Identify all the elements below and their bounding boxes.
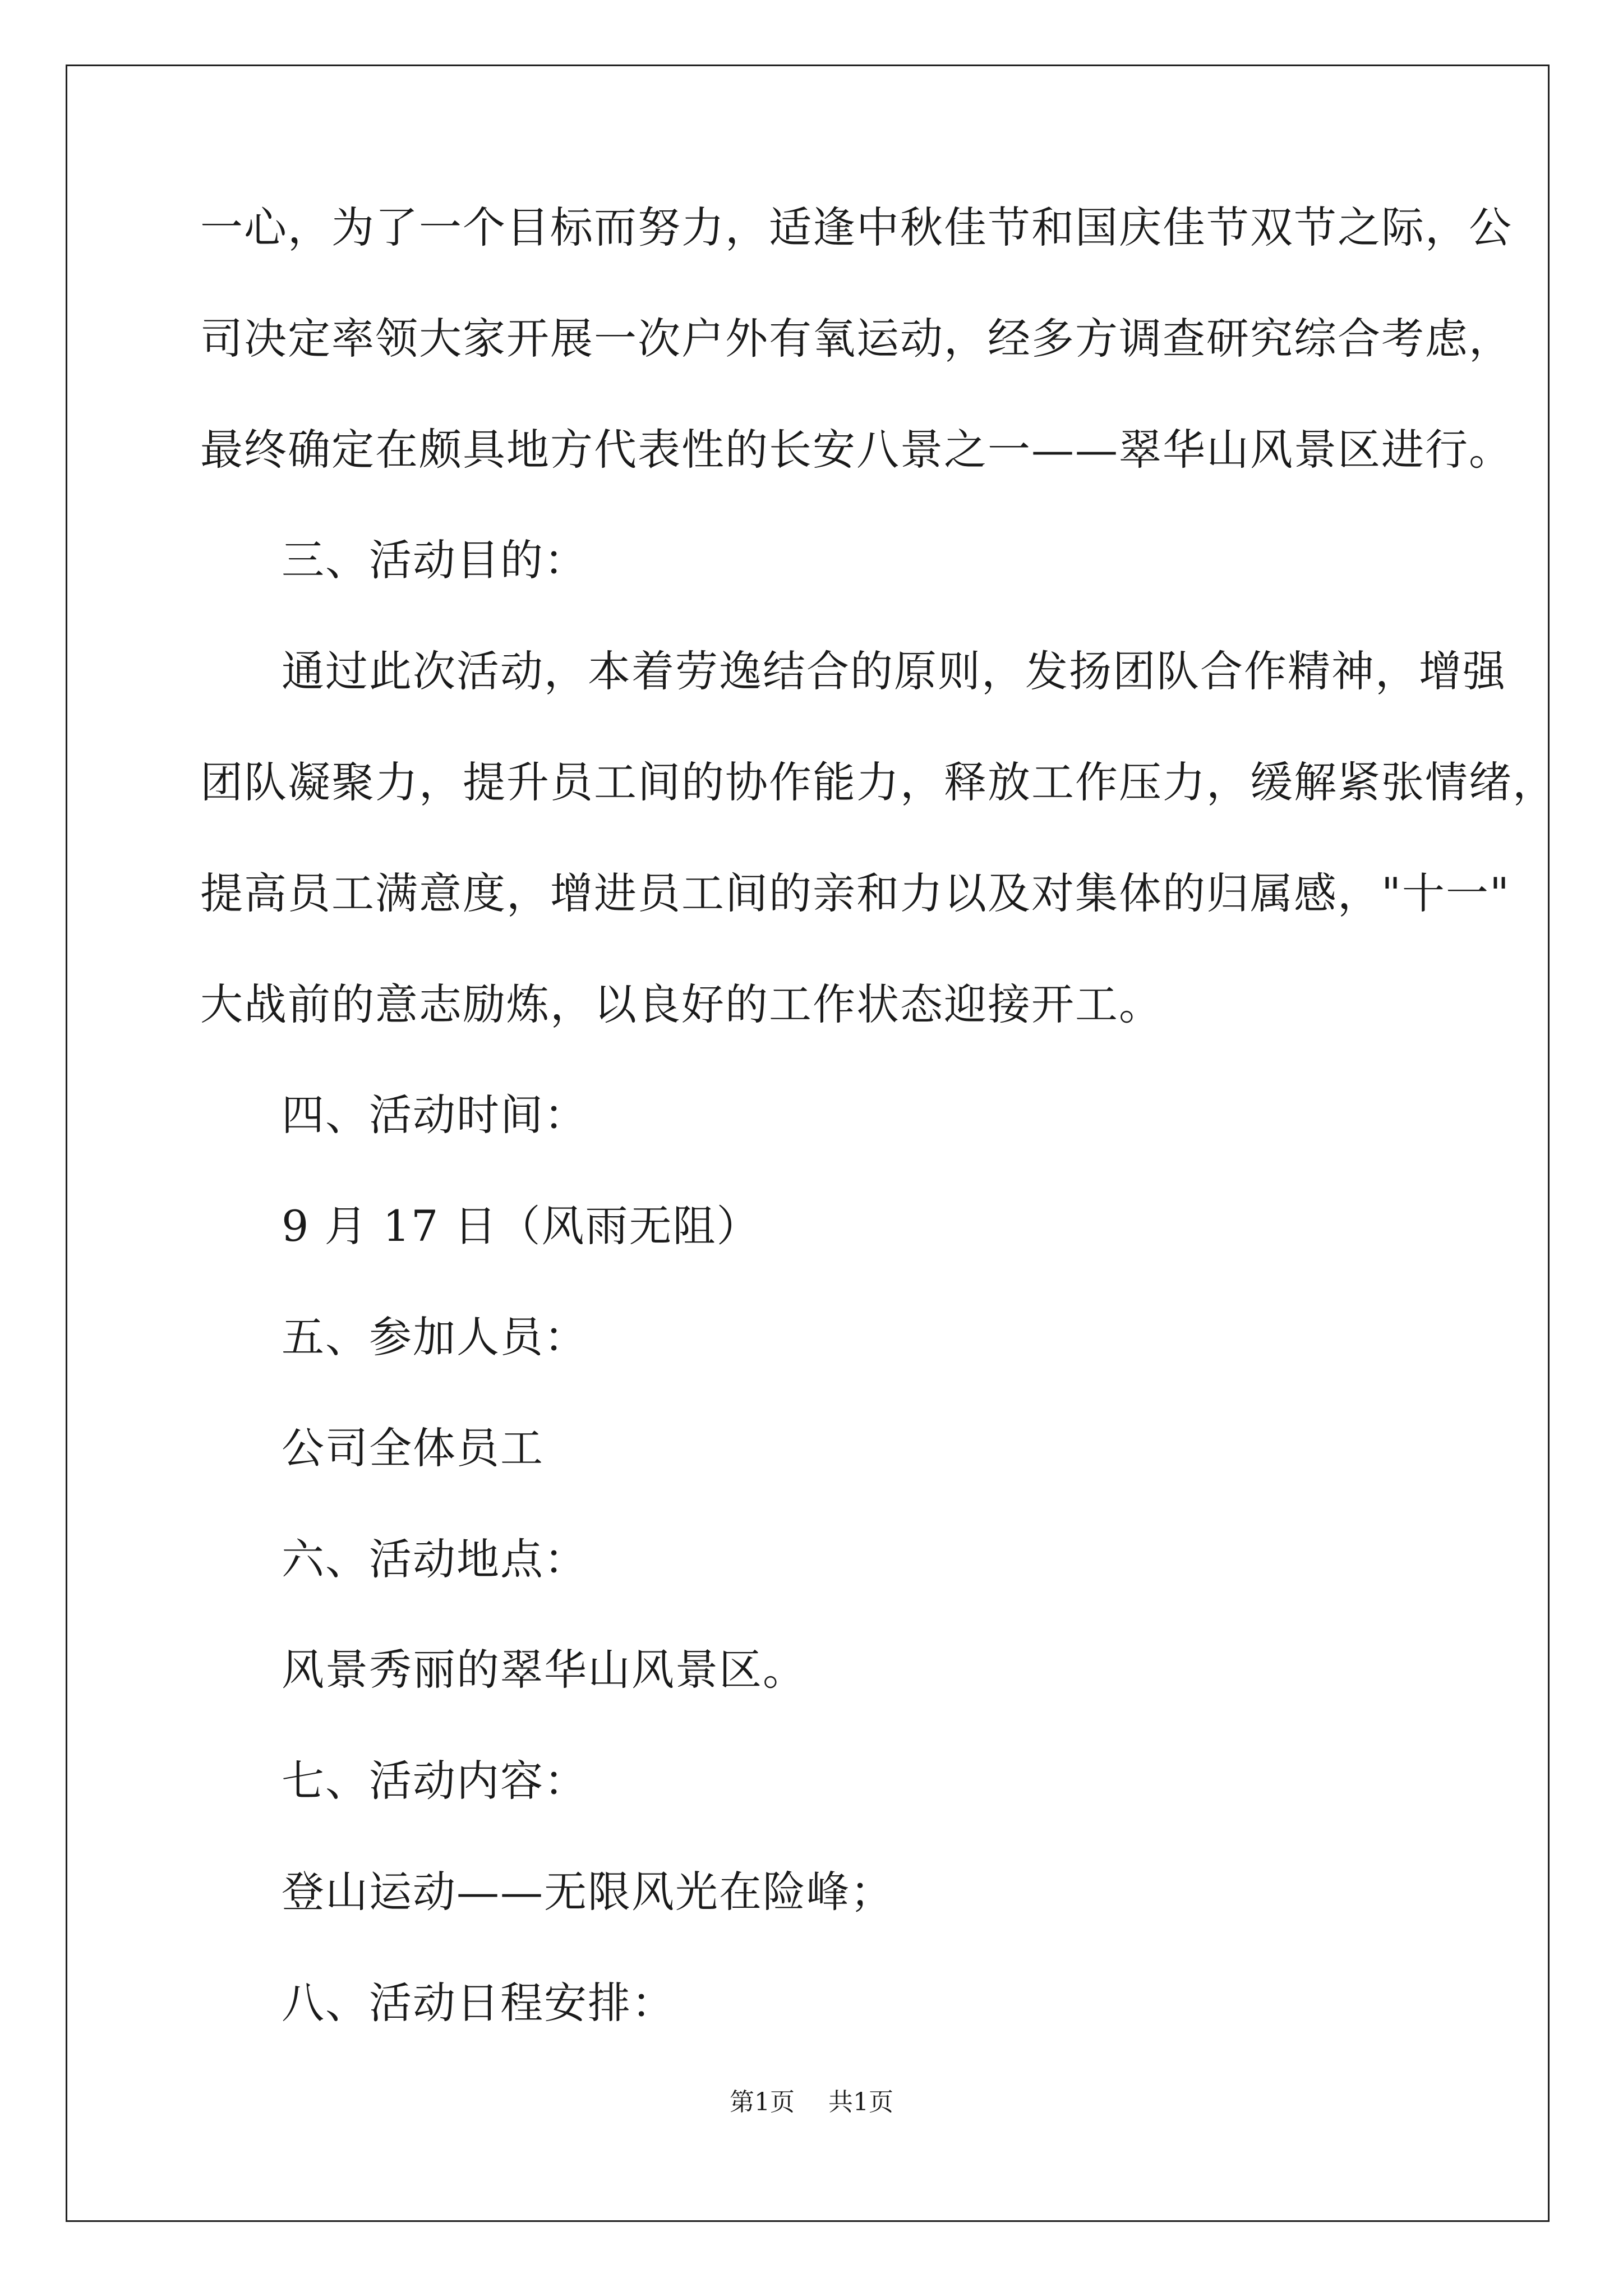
paragraph-line: 最终确定在颇具地方代表性的长安八景之一——翠华山风景区进行。	[200, 424, 1513, 475]
page-number: 第1页	[730, 2088, 795, 2116]
content-text: 登山运动——无限风光在险峰；	[282, 1866, 894, 1917]
section-heading-schedule: 八、活动日程安排：	[282, 1977, 675, 2028]
section-heading-purpose: 三、活动目的：	[282, 535, 588, 586]
section-heading-time: 四、活动时间：	[282, 1090, 588, 1140]
location-text: 风景秀丽的翠华山风景区。	[282, 1645, 806, 1695]
paragraph-line: 提高员工满意度，增进员工间的亲和力以及对集体的归属感，"十一"	[200, 868, 1510, 918]
section-heading-participants: 五、参加人员：	[282, 1312, 588, 1362]
paragraph-line: 通过此次活动，本着劳逸结合的原则，发扬团队合作精神，增强	[282, 646, 1506, 697]
page-total: 共1页	[828, 2088, 893, 2116]
paragraph-line: 团队凝聚力，提升员工间的协作能力，释放工作压力，缓解紧张情绪，	[200, 757, 1556, 807]
page-footer	[0, 2086, 1623, 2119]
paragraph-line: 司决定率领大家开展一次户外有氧运动，经多方调查研究综合考虑，	[200, 313, 1513, 364]
activity-date: 9 月 17 日（风雨无阻）	[282, 1201, 760, 1251]
paragraph-line: 大战前的意志励炼，以良好的工作状态迎接开工。	[200, 979, 1163, 1029]
section-heading-location: 六、活动地点：	[282, 1534, 588, 1584]
document-body	[200, 200, 1556, 2086]
participants-text: 公司全体员工	[282, 1423, 544, 1473]
section-heading-content: 七、活动内容：	[282, 1756, 588, 1806]
paragraph-line: 一心，为了一个目标而努力，适逢中秋佳节和国庆佳节双节之际，公	[200, 203, 1513, 252]
